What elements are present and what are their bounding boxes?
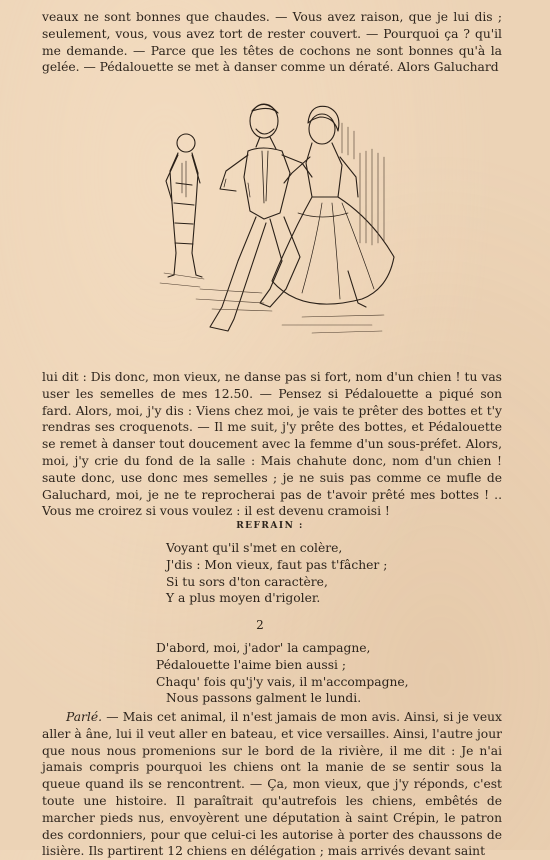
paragraph-middle: lui dit : Dis donc, mon vieux, ne danse pas si fort, nom d'un chien ! tu vas user les semelles de mes 12.50. — Pensez si Pédalouette a piqué son fard. Alors, moi, j'y dis : Viens chez moi, je vais te prêter des bottes et t'y rendras ses croquenots. — Il me suit, j'y prête des bottes, et Pédalouette se remet à danser tout doucement avec la femme d'un sous-préfet. Alors, moi, j'y crie du fond de la salle : Mais chahute donc, nom d'un chien ! saute donc, use donc mes semelles ; je ne suis pas comme ce mufle de Galuchard, moi, je ne te reprocherai pas de t'avoir prêté mes bottes ! .. Vous me croirez si vous voulez : il est devenu cramoisi ! <box>42 370 502 519</box>
paragraph-top: veaux ne sont bonnes que chaudes. — Vous avez raison, que je lui dis ; seulement, vous, vous avez tort de rester couvert. — Pourquoi ça ? qu'il me demande. — Parce que les têtes de cochons ne sont bonnes qu'à la gelée. — Pédalouette se met à danser comme un dératé. Alors Galuchard <box>42 10 502 75</box>
stanza-2-verse <box>156 640 409 707</box>
verse-line: D'abord, moi, j'ador' la campagne, <box>156 641 371 655</box>
parle-label: Parlé. <box>66 710 103 724</box>
verse-line: J'dis : Mon vieux, faut pas t'fâcher ; <box>166 557 388 572</box>
refrain-verse <box>166 540 387 607</box>
refrain-heading: REFRAIN : <box>236 521 304 531</box>
stanza-number: 2 <box>256 618 264 632</box>
verse-line: Si tu sors d'ton caractère, <box>166 574 328 589</box>
verse-line: Nous passons galment le lundi. <box>166 691 362 706</box>
verse-line: Voyant qu'il s'met en colère, <box>166 541 343 555</box>
verse-line: Y a plus moyen d'rigoler. <box>166 591 321 606</box>
parle-text: — Mais cet animal, il n'est jamais de mon avis. Ainsi, si je veux aller à âne, lui il veut aller en bateau, et vice versailles. Ainsi, l'autre jour que nous nous promenions sur le bord de la rivière, il me dit : Je n'ai jamais compris pourquoi les chiens ont la manie de se sentir sous la queue quand ils se rencontrent. — Ça, mon vieux, que j'y réponds, c'est toute une histoire. Il paraîtrait qu'autrefois les chiens, embêtés de marcher pieds nus, envoyèrent une députation à saint Crépin, le patron des cordonniers, pour que celui-ci les autorise à porter des chaussons de lisière. Ils partirent 12 chiens en délégation ; mais arrivés devant saint <box>42 710 502 859</box>
verse-line: Chaqu' fois qu'j'y vais, il m'accompagne, <box>156 674 409 689</box>
dancing-couple-illustration <box>152 93 404 343</box>
verse-line: Pédalouette l'aime bien aussi ; <box>156 657 346 672</box>
paragraph-parle <box>42 709 502 860</box>
